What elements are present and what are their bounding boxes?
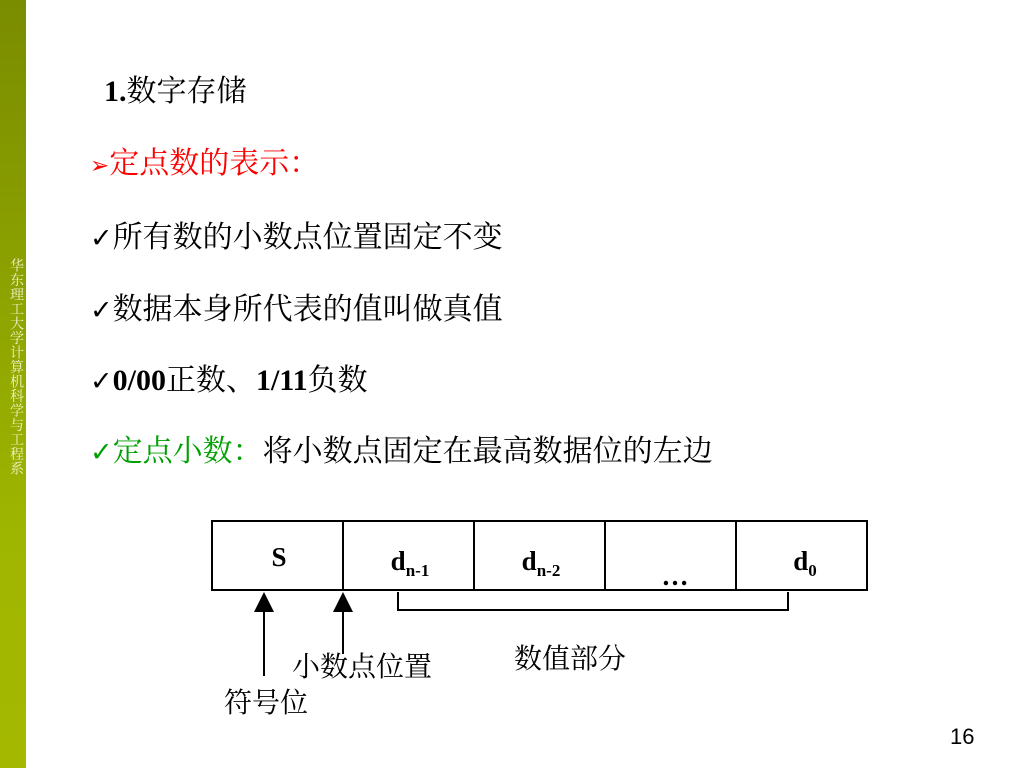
checkmark-icon: ✓: [90, 437, 113, 468]
cell-subscript: n-1: [405, 561, 430, 580]
sign-bit-arrowhead: [254, 592, 274, 612]
positive-code: 0/00: [112, 364, 166, 397]
cell-base: d: [390, 546, 406, 576]
sign-bit-label: 符号位: [224, 686, 309, 719]
cell-d-n-2: [501, 545, 581, 587]
numeric-part-label: 数值部分: [514, 642, 627, 675]
point-position-label: 小数点位置: [292, 650, 433, 683]
numeric-part-bracket: [398, 592, 788, 610]
checkmark-icon: ✓: [90, 223, 113, 254]
checkmark-icon: ✓: [90, 366, 113, 397]
point-position-arrowhead: [333, 592, 353, 612]
cell-base: d: [521, 546, 537, 576]
cell-d-n-1: [370, 545, 450, 587]
arrow-bullet-icon: ➢: [90, 153, 110, 179]
bullet-text: 将小数点固定在最高数据位的左边: [262, 434, 713, 469]
heading-title: 数字存储: [126, 74, 247, 109]
heading-number: 1.: [104, 75, 127, 108]
cell-ellipsis: …: [661, 561, 689, 591]
positive-label: 正数、: [165, 363, 256, 398]
negative-label: 负数: [307, 363, 368, 398]
cell-d-0: [770, 545, 840, 587]
checkmark-icon: ✓: [90, 295, 113, 326]
cell-base: d: [793, 546, 809, 576]
cell-sign: S: [271, 542, 287, 572]
cell-subscript: n-2: [536, 561, 561, 580]
sidebar-vertical-text: 华东理工大学计算机科学与工程系: [8, 258, 24, 476]
bullet-text: 定点数的表示：: [109, 146, 320, 181]
bullet-highlight: 定点小数：: [112, 434, 263, 469]
cell-subscript: 0: [808, 561, 817, 580]
page-number: 16: [950, 724, 975, 749]
bullet-text: 数据本身所代表的值叫做真值: [112, 292, 503, 327]
bullet-text: 所有数的小数点位置固定不变: [112, 220, 503, 255]
negative-code: 1/11: [255, 364, 308, 397]
